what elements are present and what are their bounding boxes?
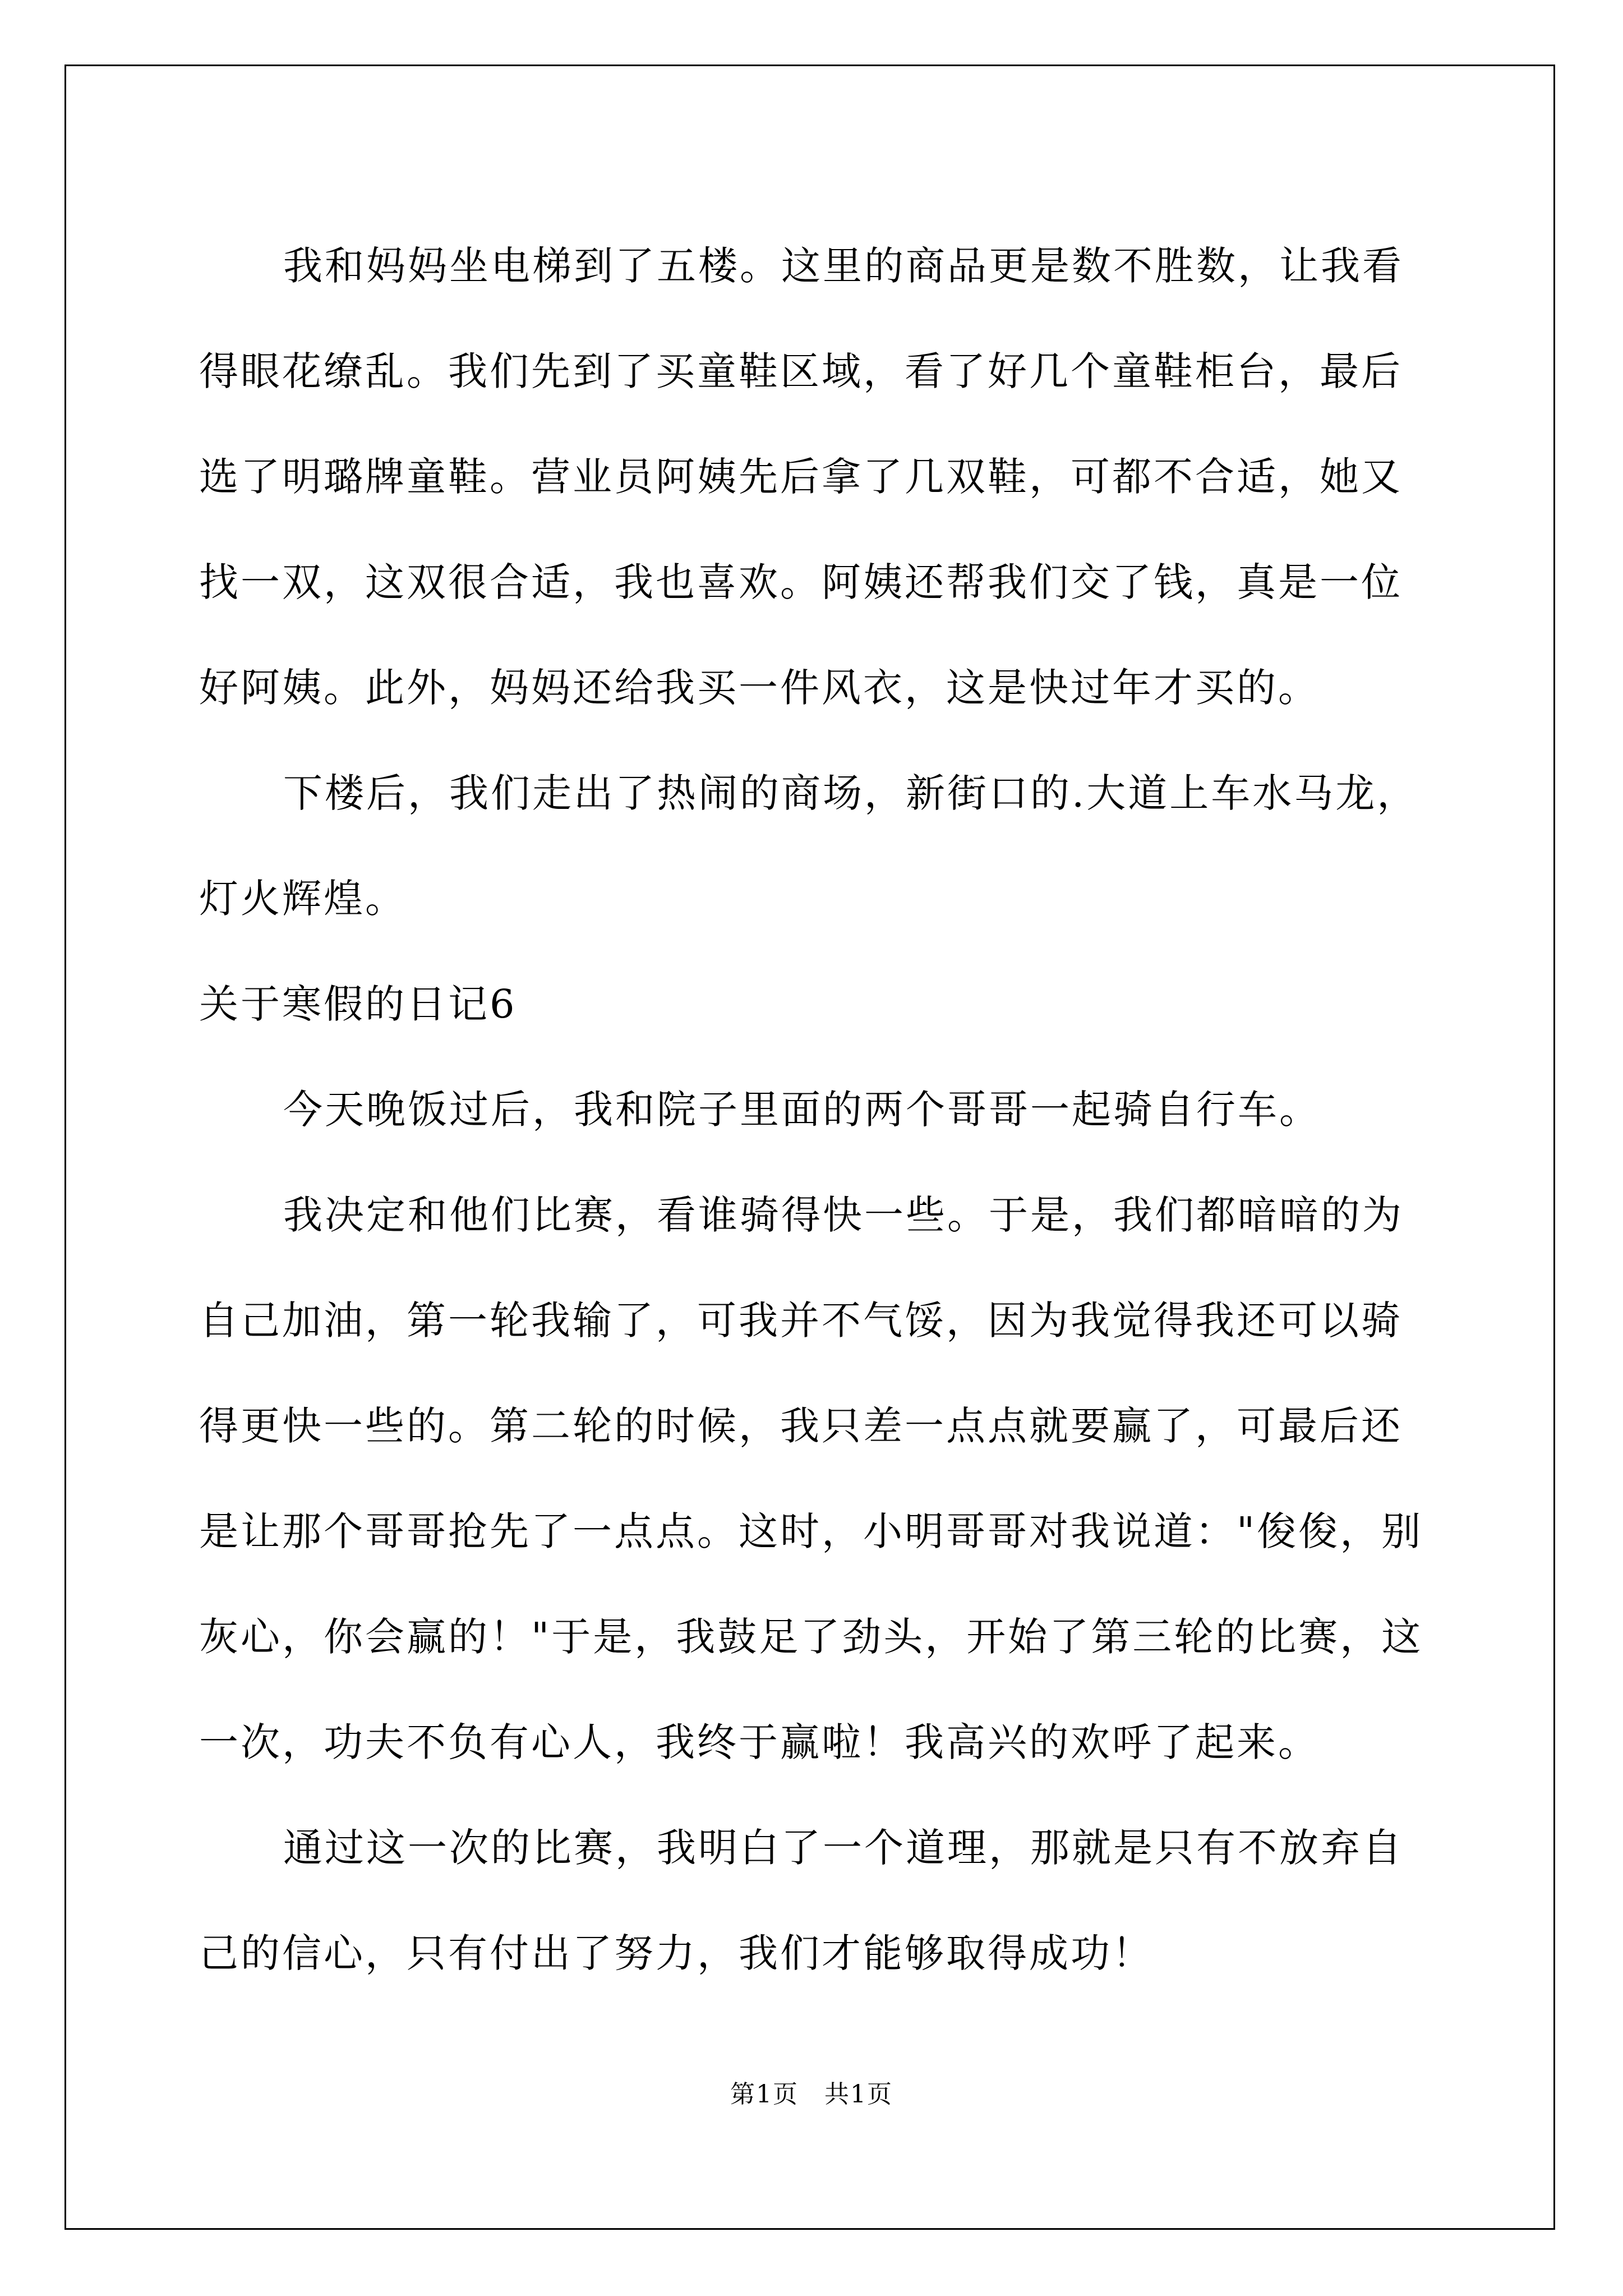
section-title: 关于寒假的日记6 [199,981,517,1027]
paragraph: 我决定和他们比赛，看谁骑得快一些。于是，我们都暗暗的为自己加油，第一轮我输了，可我并不气馁，因为我觉得我还可以骑得更快一些的。第二轮的时候，我只差一点点就要赢了，可最后还是让那个哥哥抢先了一点点。这时，小明哥哥对我说道："俊俊，别灰心，你会赢的！"于是，我鼓足了劲头，开始了第三轮的比赛，这一次，功夫不负有心人，我终于赢啦！我高兴的欢呼了起来。 [199,1192,1423,1765]
paragraph: 今天晚饭过后，我和院子里面的两个哥哥一起骑自行车。 [283,1087,1321,1133]
paragraph: 通过这一次的比赛，我明白了一个道理，那就是只有不放弃自己的信心，只有付出了努力，我们才能够取得成功！ [199,1825,1404,1976]
paragraph: 我和妈妈坐电梯到了五楼。这里的商品更是数不胜数，让我看得眼花缭乱。我们先到了买童鞋区域，看了好几个童鞋柜台，最后选了明璐牌童鞋。营业员阿姨先后拿了几双鞋，可都不合适，她又找一双，这双很合适，我也喜欢。阿姨还帮我们交了钱，真是一位好阿姨。此外，妈妈还给我买一件风衣，这是快过年才买的。 [199,243,1404,711]
document-body [199,213,1433,2006]
paragraph: 下楼后，我们走出了热闹的商场，新街口的.大道上车水马龙，灯火辉煌。 [199,770,1419,922]
page-footer: 第1页 共1页 [730,2080,893,2109]
